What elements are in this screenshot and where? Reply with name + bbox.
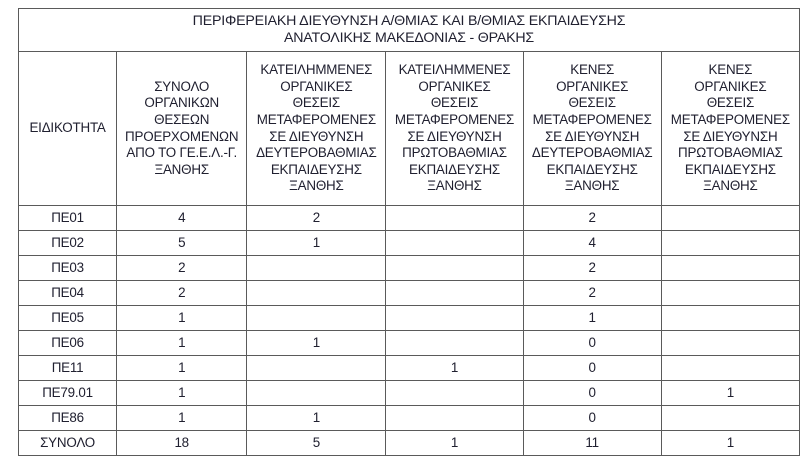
header-line: ΟΡΓΑΝΙΚΩΝ — [144, 95, 219, 111]
header-line: ΕΚΠΑΙΔΕΥΣΗΣ — [684, 161, 776, 177]
header-line: ΜΕΤΑΦΕΡΟΜΕΝΕΣ — [670, 111, 790, 127]
specialty-cell: ΠΕ01 — [19, 206, 117, 231]
value-cell — [247, 306, 386, 331]
value-cell: 5 — [117, 231, 247, 256]
title-line-2: ΑΝΑΤΟΛΙΚΗΣ ΜΑΚΕΔΟΝΙΑΣ - ΘΡΑΚΗΣ — [284, 30, 534, 46]
header-line: ΑΠΟ ΤΟ ΓΕ.Ε.Λ.-Γ. — [126, 145, 237, 161]
value-cell: 1 — [117, 381, 247, 406]
table-row — [19, 231, 800, 256]
header-line: ΚΑΤΕΙΛΗΜΜΕΝΕΣ — [260, 62, 373, 78]
value-cell: 0 — [523, 331, 661, 356]
header-line: ΕΙΔΙΚΟΤΗΤΑ — [29, 120, 106, 136]
value-cell: 1 — [117, 331, 247, 356]
value-cell — [661, 331, 799, 356]
value-cell: 4 — [523, 231, 661, 256]
value-cell: 1 — [247, 406, 386, 431]
value-cell: 0 — [523, 356, 661, 381]
value-cell — [661, 231, 799, 256]
value-cell — [386, 406, 523, 431]
header-line: ΣΕ ΔΙΕΥΘΥΝΣΗ — [269, 128, 364, 144]
column-header-occupied-primary — [386, 52, 523, 206]
value-cell: 1 — [117, 306, 247, 331]
header-line: ΞΑΝΘΗΣ — [154, 161, 209, 177]
header-line: ΞΑΝΘΗΣ — [289, 178, 344, 194]
header-line: ΘΕΣΕΙΣ — [292, 95, 341, 111]
value-cell: 2 — [117, 281, 247, 306]
header-line: ΠΡΟΕΡΧΟΜΕΝΩΝ — [125, 128, 239, 144]
value-cell — [247, 256, 386, 281]
value-cell: 0 — [523, 381, 661, 406]
header-line: ΠΡΩΤΟΒΑΘΜΙΑΣ — [402, 145, 507, 161]
header-line: ΣΕ ΔΙΕΥΘΥΝΣΗ — [407, 128, 502, 144]
header-line: ΣΕ ΔΙΕΥΘΥΝΣΗ — [683, 128, 778, 144]
value-cell: 2 — [523, 281, 661, 306]
column-header-total-positions — [117, 52, 247, 206]
column-header-occupied-secondary — [247, 52, 386, 206]
table-row — [19, 356, 800, 381]
value-cell: 2 — [247, 206, 386, 231]
table-row — [19, 281, 800, 306]
header-line: ΚΑΤΕΙΛΗΜΜΕΝΕΣ — [398, 62, 511, 78]
header-line: ΜΕΤΑΦΕΡΟΜΕΝΕΣ — [532, 111, 652, 127]
table-row — [19, 256, 800, 281]
column-header-specialty — [19, 52, 117, 206]
value-cell — [661, 356, 799, 381]
header-line: ΞΑΝΘΗΣ — [564, 178, 620, 194]
specialty-cell: ΠΕ79.01 — [19, 381, 117, 406]
total-label-cell: ΣΥΝΟΛΟ — [19, 431, 117, 456]
specialty-cell: ΠΕ06 — [19, 331, 117, 356]
value-cell — [386, 206, 523, 231]
value-cell: 1 — [247, 231, 386, 256]
value-cell — [661, 256, 799, 281]
specialty-cell: ΠΕ03 — [19, 256, 117, 281]
header-line: ΜΕΤΑΦΕΡΟΜΕΝΕΣ — [256, 111, 376, 127]
total-value-cell: 1 — [661, 431, 799, 456]
total-value-cell: 1 — [386, 431, 523, 456]
column-header-row — [19, 52, 800, 206]
value-cell — [661, 406, 799, 431]
column-header-vacant-primary — [661, 52, 799, 206]
header-line: ΕΚΠΑΙΔΕΥΣΗΣ — [546, 161, 638, 177]
header-line: ΕΚΠΑΙΔΕΥΣΗΣ — [408, 161, 501, 177]
header-line: ΘΕΣΕΙΣ — [430, 95, 479, 111]
table-row — [19, 306, 800, 331]
total-value-cell: 11 — [523, 431, 661, 456]
specialty-cell: ΠΕ86 — [19, 406, 117, 431]
value-cell — [386, 231, 523, 256]
header-line: ΟΡΓΑΝΙΚΕΣ — [418, 78, 491, 94]
header-line: ΠΡΩΤΟΒΑΘΜΙΑΣ — [678, 145, 783, 161]
header-line: ΞΑΝΘΗΣ — [427, 178, 482, 194]
table-row — [19, 331, 800, 356]
value-cell — [247, 281, 386, 306]
value-cell: 4 — [117, 206, 247, 231]
value-cell — [386, 281, 523, 306]
value-cell: 1 — [386, 356, 523, 381]
header-line: ΘΕΣΕΩΝ — [154, 111, 210, 127]
table-row — [19, 381, 800, 406]
value-cell — [247, 381, 386, 406]
header-line: ΟΡΓΑΝΙΚΕΣ — [694, 78, 767, 94]
value-cell: 0 — [523, 406, 661, 431]
header-line: ΔΕΥΤΕΡΟΒΑΘΜΙΑΣ — [531, 145, 653, 161]
header-line: ΚΕΝΕΣ — [708, 62, 753, 78]
header-line: ΘΕΣΕΙΣ — [706, 95, 755, 111]
value-cell: 1 — [523, 306, 661, 331]
value-cell: 2 — [523, 256, 661, 281]
table-title — [19, 9, 800, 52]
header-line: ΕΚΠΑΙΔΕΥΣΗΣ — [270, 161, 362, 177]
value-cell — [386, 331, 523, 356]
specialty-cell: ΠΕ11 — [19, 356, 117, 381]
header-line: ΣΕ ΔΙΕΥΘΥΝΣΗ — [545, 128, 640, 144]
specialty-cell: ΠΕ02 — [19, 231, 117, 256]
value-cell — [661, 281, 799, 306]
table-row — [19, 406, 800, 431]
header-line: ΟΡΓΑΝΙΚΕΣ — [280, 78, 353, 94]
total-value-cell: 18 — [117, 431, 247, 456]
header-line: ΘΕΣΕΙΣ — [568, 95, 616, 111]
value-cell — [386, 256, 523, 281]
column-header-vacant-secondary — [523, 52, 661, 206]
value-cell — [661, 306, 799, 331]
table-row — [19, 206, 800, 231]
header-line: ΣΥΝΟΛΟ — [154, 78, 210, 94]
header-line: ΞΑΝΘΗΣ — [703, 178, 758, 194]
header-line: ΔΕΥΤΕΡΟΒΑΘΜΙΑΣ — [256, 145, 377, 161]
total-value-cell: 5 — [247, 431, 386, 456]
staffing-table — [18, 8, 800, 456]
value-cell: 1 — [117, 356, 247, 381]
value-cell: 2 — [523, 206, 661, 231]
value-cell — [247, 356, 386, 381]
header-line: ΜΕΤΑΦΕΡΟΜΕΝΕΣ — [394, 111, 515, 127]
table-total-row — [19, 431, 800, 456]
value-cell: 2 — [117, 256, 247, 281]
title-line-1: ΠΕΡΙΦΕΡΕΙΑΚΗ ΔΙΕΥΘΥΝΣΗ Α/ΘΜΙΑΣ ΚΑΙ Β/ΘΜΙΑΣ ΕΚΠΑΙΔΕΥΣΗΣ — [192, 13, 626, 30]
value-cell — [661, 206, 799, 231]
value-cell — [386, 381, 523, 406]
header-line: ΚΕΝΕΣ — [570, 62, 615, 78]
value-cell: 1 — [117, 406, 247, 431]
header-line: ΟΡΓΑΝΙΚΕΣ — [556, 78, 629, 94]
value-cell — [386, 306, 523, 331]
table-title-row — [19, 9, 800, 52]
specialty-cell: ΠΕ05 — [19, 306, 117, 331]
value-cell: 1 — [247, 331, 386, 356]
specialty-cell: ΠΕ04 — [19, 281, 117, 306]
value-cell: 1 — [661, 381, 799, 406]
